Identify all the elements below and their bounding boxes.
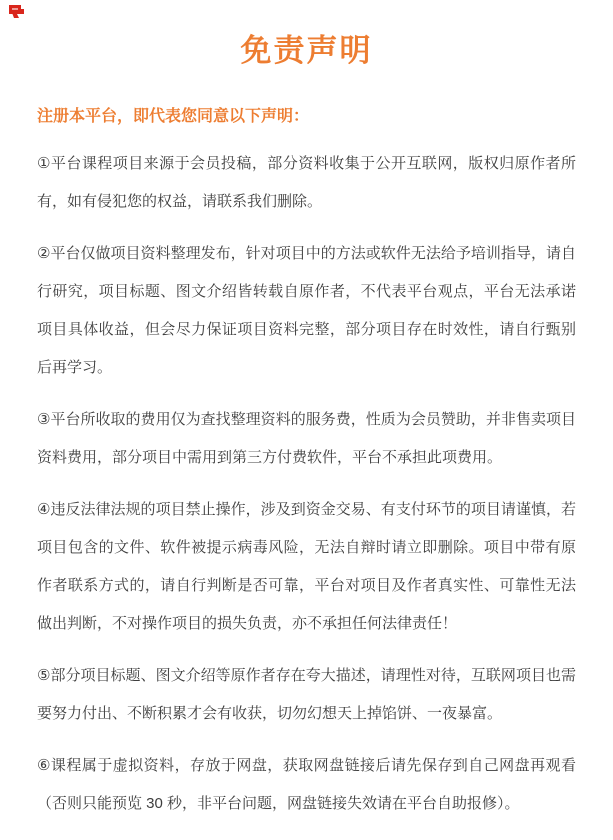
disclaimer-item-6: ⑥课程属于虚拟资料，存放于网盘，获取网盘链接后请先保存到自己网盘再观看（否则只能预览 30 秒，非平台问题，网盘链接失效请在平台自助报修）。: [37, 757, 576, 812]
document-body: [0, 105, 613, 823]
disclaimer-item-3: ③平台所收取的费用仅为查找整理资料的服务费，性质为会员赞助，并非售卖项目资料费用，部分项目中需用到第三方付费软件，平台不承担此项费用。: [37, 411, 576, 466]
intro-statement: 注册本平台，即代表您同意以下声明：: [37, 108, 310, 125]
disclaimer-item-4: ④违反法律法规的项目禁止操作，涉及到资金交易、有支付环节的项目请谨慎，若项目包含的文件、软件被提示病毒风险，无法自辩时请立即删除。项目中带有原作者联系方式的，请自行判断是否可靠，平台对项目及作者真实性、可靠性无法做出判断，不对操作项目的损失负责，亦不承担任何法律责任！: [37, 501, 576, 632]
disclaimer-item-1: ①平台课程项目来源于会员投稿，部分资料收集于公开互联网，版权归原作者所有，如有侵犯您的权益，请联系我们删除。: [37, 155, 576, 210]
disclaimer-item-2: ②平台仅做项目资料整理发布，针对项目中的方法或软件无法给予培训指导，请自行研究，项目标题、图文介绍皆转载自原作者，不代表平台观点，平台无法承诺项目具体收益，但会尽力保证项目资料完整，部分项目存在时效性，请自行甄别后再学习。: [37, 245, 576, 376]
disclaimer-item-5: ⑤部分项目标题、图文介绍等原作者存在夸大描述，请理性对待，互联网项目也需要努力付出、不断积累才会有收获，切勿幻想天上掉馅饼、一夜暴富。: [37, 667, 576, 722]
page-title: 免责声明: [240, 33, 373, 68]
red-stamp-icon: [8, 4, 26, 19]
